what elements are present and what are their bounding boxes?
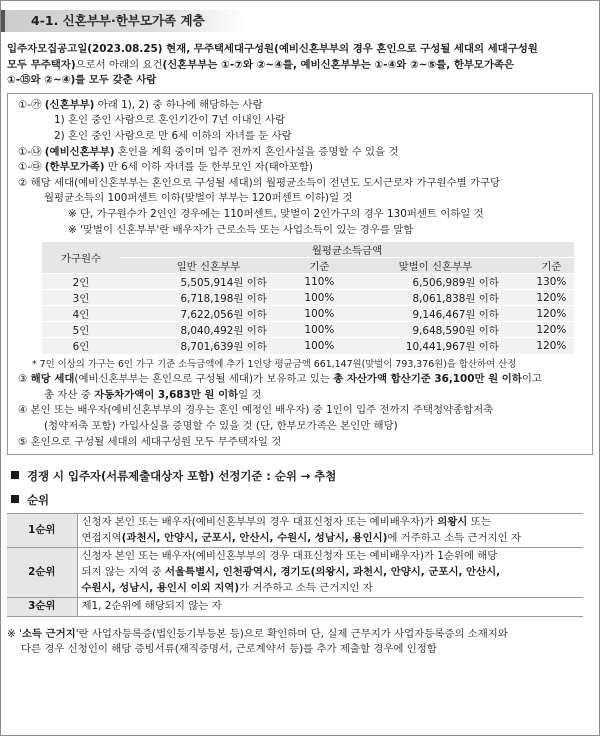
cell-dual: 6,506,989원 이하 bbox=[342, 274, 529, 290]
rank-region: 수원시, 성남시, 용인시 이외 지역) bbox=[81, 581, 240, 594]
rank-region: (과천시, 안양시, 군포시, 안산시, 수원시, 성남시, 용인시) bbox=[121, 531, 388, 544]
condition-text: 아래 1), 2) 중 하나에 해당하는 사람 bbox=[94, 98, 263, 111]
cell-general: 6,718,198원 이하 bbox=[120, 290, 297, 306]
ranking-table bbox=[7, 513, 583, 617]
cell-dual-pct: 120% bbox=[529, 338, 574, 354]
intro-line-2b: 으로서 아래의 요건 bbox=[75, 58, 163, 71]
condition-title: (예비신혼부부) bbox=[44, 145, 115, 158]
condition-savings-line-1: ④ 본인 또는 배우자(예비신혼부부의 경우는 혼인 예정인 배우자) 중 1인이 입주 전까지 주택청약종합저축 bbox=[18, 404, 494, 417]
table-row bbox=[42, 306, 574, 322]
table-row bbox=[42, 322, 574, 338]
rank-text: 신청자 본인 또는 배우자(예비신혼부부의 경우 대표신청자 또는 예비배우자)가 bbox=[81, 516, 438, 529]
square-bullet-icon bbox=[11, 495, 19, 503]
col-dual-income: 맞벌이 신혼부부 bbox=[342, 258, 529, 274]
note-text: '란 사업자등록증(법인등기부등본 등)으로 확인하며 단, 실제 근무지가 사업자등록증의 소재지와 bbox=[75, 627, 508, 640]
cell-general-pct: 100% bbox=[297, 306, 342, 322]
income-note-2: ※ '맞벌이 신혼부부'란 배우자가 근로소득 또는 사업소득이 있는 경우를 말함 bbox=[68, 223, 414, 236]
assets-limit: 총 자산가액 합산기준 36,100만 원 이하 bbox=[333, 373, 522, 386]
cell-general-pct: 100% bbox=[297, 338, 342, 354]
ranking-heading bbox=[7, 491, 593, 509]
cell-dual: 9,648,590원 이하 bbox=[342, 322, 529, 338]
rank-text: 에 거주하고 소득 근거지인 자 bbox=[387, 531, 521, 544]
rank-text: 신청자 본인 또는 배우자(예비신혼부부의 경우 대표신청자 또는 예비배우자)가 1순위에 해당 bbox=[81, 550, 498, 563]
cell-general: 8,701,639원 이하 bbox=[120, 338, 297, 354]
table-row bbox=[7, 548, 583, 598]
car-limit: 자동차가액이 3,683만 원 이하 bbox=[94, 388, 239, 401]
car-text-end: 일 것 bbox=[238, 388, 262, 401]
rank-text: 되지 않는 지역 중 bbox=[81, 565, 165, 578]
note-text: ※ ' bbox=[7, 627, 22, 640]
intro-line-2a: 모두 무주택자) bbox=[7, 58, 76, 71]
income-note-1: ※ 단, 가구원수가 2인인 경우에는 110퍼센트, 맞벌이 2인가구의 경우 130퍼센트 이하일 것 bbox=[68, 207, 484, 220]
ranking-title: 순위 bbox=[27, 493, 50, 508]
table-row bbox=[7, 598, 583, 617]
condition-sub-2: 2) 혼인 중인 사람으로 만 6세 이하의 자녀를 둔 사람 bbox=[54, 129, 292, 142]
conditions-box bbox=[7, 93, 593, 455]
rank-label: 2순위 bbox=[7, 548, 77, 598]
cell-dual: 10,441,967원 이하 bbox=[342, 338, 529, 354]
condition-assets-line-2 bbox=[18, 388, 586, 404]
criteria-heading bbox=[7, 467, 593, 485]
cell-dual: 9,146,467원 이하 bbox=[342, 306, 529, 322]
cell-general-pct: 100% bbox=[297, 290, 342, 306]
note-text: 다른 경우 신청인이 해당 증빙서류(재직증명서, 근로계약서 등)를 추가 제출할 경우에 인정함 bbox=[21, 643, 437, 656]
condition-homeless: ⑤ 혼인으로 구성될 세대의 세대구성원 모두 무주택자일 것 bbox=[18, 435, 282, 448]
cell-size: 3인 bbox=[42, 290, 120, 306]
cell-general-pct: 100% bbox=[297, 322, 342, 338]
condition-income-line-1: ② 해당 세대(예비신혼부부는 혼인으로 구성될 세대)의 월평균소득이 전년도 도시근로자 가구원수별 가구당 bbox=[18, 176, 501, 189]
table-row bbox=[42, 290, 574, 306]
cell-dual-pct: 120% bbox=[529, 306, 574, 322]
table-row bbox=[42, 338, 574, 354]
condition-title: (신혼부부) bbox=[44, 98, 95, 111]
cell-dual-pct: 120% bbox=[529, 290, 574, 306]
assets-text-end: 이고 bbox=[521, 373, 542, 386]
condition-mark: ①-㉮ bbox=[18, 98, 42, 111]
condition-mark: ①-㉯ bbox=[18, 145, 42, 158]
col-household-size: 가구원수 bbox=[42, 242, 120, 274]
condition-sub-1: 1) 혼인 중인 사람으로 혼인기간이 7년 이내인 사람 bbox=[54, 114, 286, 127]
rank-description bbox=[77, 548, 583, 598]
rank-text: 연접지역 bbox=[81, 531, 122, 544]
section-header bbox=[1, 10, 247, 32]
condition-title: (한부모가족) bbox=[44, 161, 105, 174]
assets-subject: 해당 세대 bbox=[30, 373, 75, 386]
intro-paragraph bbox=[7, 42, 593, 89]
cell-size: 6인 bbox=[42, 338, 120, 354]
col-general-standard: 기준 bbox=[297, 258, 342, 274]
cell-size: 5인 bbox=[42, 322, 120, 338]
condition-text: 혼인을 계획 중이며 입주 전까지 혼인사실을 증명할 수 있을 것 bbox=[114, 145, 399, 158]
condition-mark: ①-㉰ bbox=[18, 161, 42, 174]
intro-line-2c: (신혼부부는 ①-⑦와 ②~④를, 예비신혼부부는 ①-④와 ②~⑤를, 한부모가족은 bbox=[162, 58, 515, 71]
condition-assets bbox=[18, 372, 586, 388]
cell-dual-pct: 120% bbox=[529, 322, 574, 338]
cell-general: 7,622,056원 이하 bbox=[120, 306, 297, 322]
rank-region: 서울특별시, 인천광역시, 경기도(의왕시, 과천시, 안양시, 군포시, 안산시, bbox=[164, 565, 501, 578]
condition-newlywed bbox=[18, 98, 586, 114]
rank-label: 1순위 bbox=[7, 514, 77, 548]
cell-size: 4인 bbox=[42, 306, 120, 322]
income-table bbox=[42, 241, 574, 354]
condition-income-line-2: 월평균소득의 100퍼센트 이하(맞벌이 부부는 120퍼센트 이하)일 것 bbox=[44, 192, 353, 205]
note-term: 소득 근거지 bbox=[21, 627, 76, 640]
cell-general: 8,040,492원 이하 bbox=[120, 322, 297, 338]
condition-mark: ③ bbox=[18, 373, 31, 386]
rank-description bbox=[77, 598, 583, 617]
intro-line-3: ①-⑮와 ②~④)를 모두 갖춘 사람 bbox=[7, 74, 157, 87]
cell-dual: 8,061,838원 이하 bbox=[342, 290, 529, 306]
col-dual-standard: 기준 bbox=[529, 258, 574, 274]
cell-size: 2인 bbox=[42, 274, 120, 290]
income-base-note bbox=[7, 627, 593, 658]
cell-general-pct: 110% bbox=[297, 274, 342, 290]
income-footnote: * 7인 이상의 가구는 6인 가구 기준 소득금액에 추가 1인당 평균금액 661,147원(맞벌이 793,376원)을 합산하여 산정 bbox=[32, 358, 517, 370]
rank-text: 또는 bbox=[467, 516, 491, 529]
assets-text: (예비신혼부부는 혼인으로 구성될 세대)가 보유하고 있는 bbox=[74, 373, 334, 386]
intro-line-1: 입주자모집공고일(2023.08.25) 현재, 무주택세대구성원(예비신혼부부의 경우 혼인으로 구성될 세대의 세대구성원 bbox=[7, 43, 538, 55]
col-general: 일반 신혼부부 bbox=[120, 258, 297, 274]
rank-label: 3순위 bbox=[7, 598, 77, 617]
condition-prenewlywed bbox=[18, 145, 586, 161]
table-row bbox=[7, 514, 583, 548]
square-bullet-icon bbox=[11, 471, 19, 479]
rank-text: 가 거주하고 소득 근거지인 자 bbox=[239, 581, 373, 594]
table-row bbox=[42, 274, 574, 290]
rank-description bbox=[77, 514, 583, 548]
condition-single-parent bbox=[18, 160, 586, 176]
car-text: 총 자산 중 bbox=[44, 388, 95, 401]
cell-dual-pct: 130% bbox=[529, 274, 574, 290]
col-monthly-income: 월평균소득금액 bbox=[120, 242, 574, 258]
section-title: 4-1. 신혼부부·한부모가족 계층 bbox=[31, 13, 205, 28]
condition-text: 만 6세 이하 자녀를 둔 한부모인 자(태아포함) bbox=[104, 161, 313, 174]
cell-general: 5,505,914원 이하 bbox=[120, 274, 297, 290]
rank-text: 제1, 2순위에 해당되지 않는 자 bbox=[81, 600, 222, 613]
rank-region: 의왕시 bbox=[437, 516, 468, 529]
criteria-title: 경쟁 시 입주자(서류제출대상자 포함) 선정기준 : 순위 → 추첨 bbox=[27, 469, 337, 484]
condition-savings-line-2: (청약저축 포함) 가입사실을 증명할 수 있을 것 (단, 한부모가족은 본인만 해당) bbox=[44, 420, 398, 432]
